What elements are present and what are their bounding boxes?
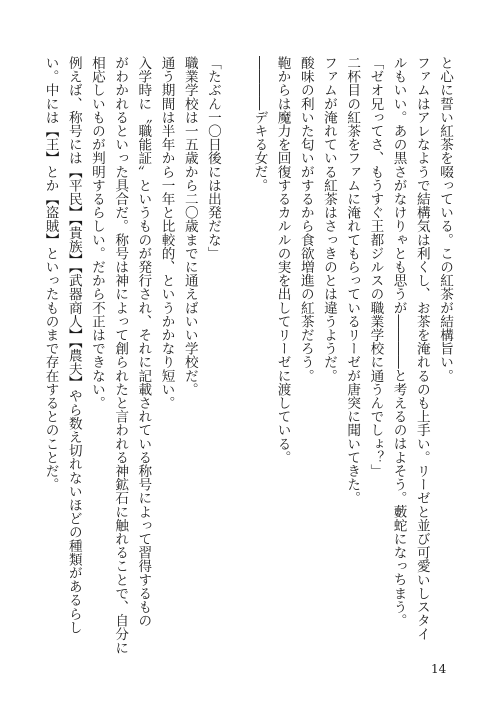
text-line: 職業学校は一五歳から二〇歳までに通えばいい学校だ。 [181, 56, 198, 396]
text-line: と心に誓い紅茶を啜っている。この紅茶が結構旨い。 [437, 56, 453, 383]
text-line: ルもいい。あの黒さがなけりゃとも思うが――――と考えるのはよそう。藪蛇になっちまう。 [390, 56, 407, 628]
text-line: 二杯目の紅茶をファムに淹れてもらっているリーゼが唐突に聞いてきた。 [344, 56, 361, 505]
text-line: ファムが淹れている紅茶はさっきのとは違うようだ。 [320, 56, 337, 383]
text-line: い。中には【王】とか【盗賊】といったものまで存在するとのことだ。 [42, 56, 59, 492]
text-line: 相応しいものが判明するらしい。だから不正はできない。 [88, 56, 105, 410]
vertical-text-body [38, 56, 456, 656]
blank-line [224, 56, 247, 656]
text-line: 通う期間は半年から一年と比較的、というかかなり短い。 [158, 56, 175, 410]
text-line: ファムはアレなようで結構気は利くし、お茶を淹れるのも上手い。リーゼと並び可愛いしスタイ [413, 56, 430, 641]
text-line: 「たぶん一〇日後には出発だな」 [204, 56, 221, 260]
text-line: 入学時に〝職能証〟というものが発行され、それに記載されている称号によって習得するもの [135, 56, 152, 628]
page-number: 14 [431, 662, 447, 676]
text-line: 酸味の利いた匂いがするから食欲増進の紅茶だろう。 [297, 56, 314, 383]
text-line: ――――デキる女だ。 [251, 56, 268, 192]
text-line: 鞄からは魔力を回復するカルルの実を出してリーゼに渡している。 [274, 56, 291, 464]
text-line: 「ゼオ兄ってさ、もうすぐ王都ジルスの職業学校に通うんでしょ？」 [367, 56, 384, 478]
text-line: 例えば、称号には【平民】【貴族】【武器商人】【農夫】やら数え切れないほどの種類があるらし [65, 56, 82, 634]
text-line: がわかれるといった具合だ。称号は神によって創られたと言われる神鉱石に触れることで、自分に [112, 56, 129, 655]
